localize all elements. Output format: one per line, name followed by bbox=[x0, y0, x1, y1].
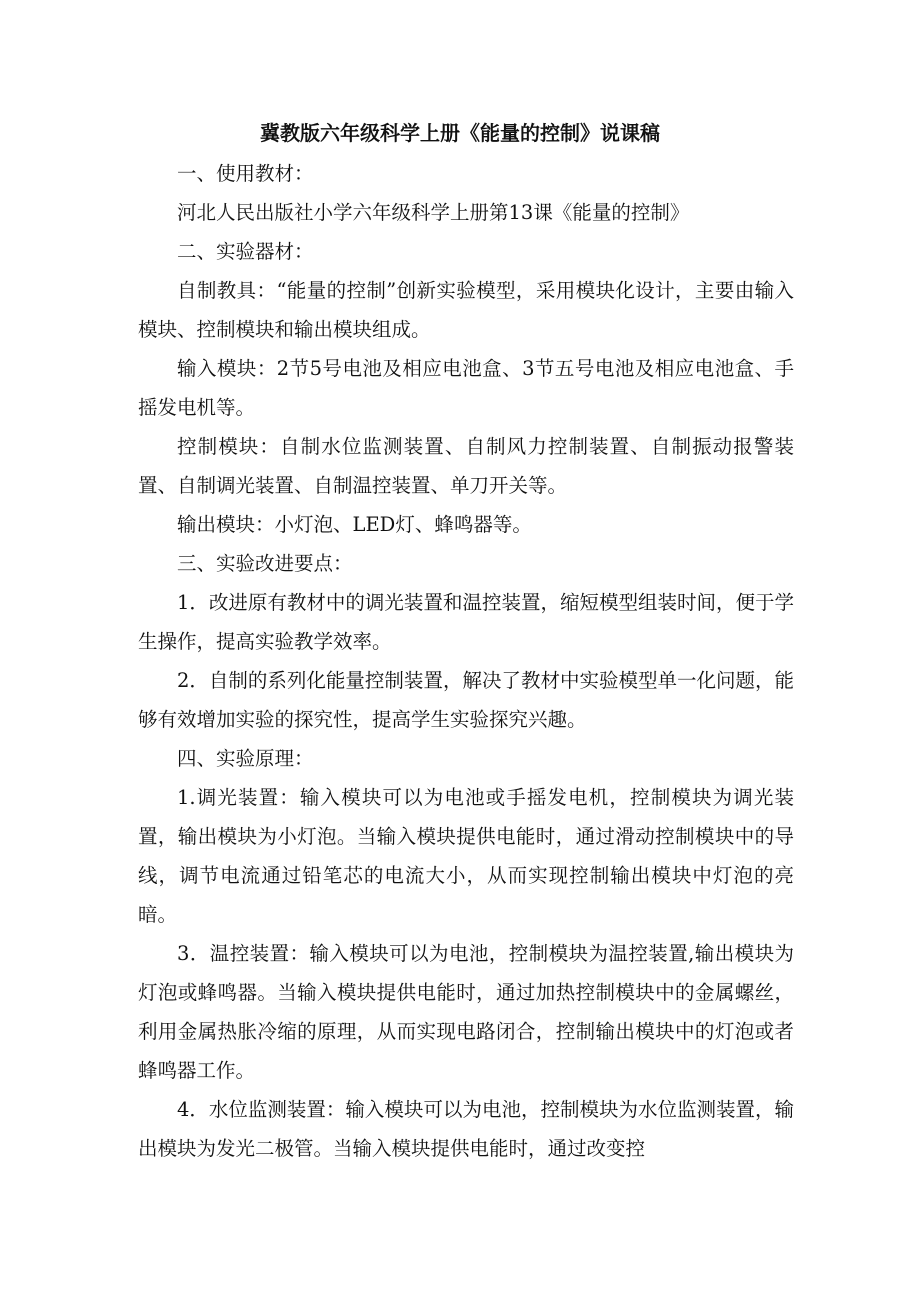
paragraph-improvement-1: 1．改进原有教材中的调光装置和温控装置，缩短模型组装时间，便于学生操作，提高实验教学效率。 bbox=[138, 591, 794, 653]
paragraph-improvement-2: 2．自制的系列化能量控制装置，解决了教材中实验模型单一化问题，能够有效增加实验的探究性，提高学生实验探究兴趣。 bbox=[138, 669, 794, 731]
document-title: 冀教版六年级科学上册《能量的控制》说课稿 bbox=[260, 121, 660, 145]
paragraph-self-made-tool: 自制教具：“能量的控制”创新实验模型，采用模块化设计，主要由输入模块、控制模块和输出模块组成。 bbox=[138, 279, 794, 341]
section-heading-principles: 四、实验原理： bbox=[177, 747, 314, 770]
section-heading-equipment: 二、实验器材： bbox=[177, 240, 314, 263]
section-heading-materials: 一、使用教材： bbox=[177, 162, 314, 185]
paragraph-input-module: 输入模块：2节5号电池及相应电池盒、3节五号电池及相应电池盒、手摇发电机等。 bbox=[138, 357, 794, 419]
document-body bbox=[138, 154, 794, 1168]
paragraph-dimmer: 1.调光装置：输入模块可以为电池或手摇发电机，控制模块为调光装置，输出模块为小灯泡。当输入模块提供电能时，通过滑动控制模块中的导线，调节电流通过铅笔芯的电流大小，从而实现控制输出模块中灯泡的亮暗。 bbox=[138, 786, 794, 926]
paragraph-output-module: 输出模块：小灯泡、LED灯、蜂鸣器等。 bbox=[177, 513, 532, 536]
section-heading-improvements: 三、实验改进要点： bbox=[177, 552, 353, 575]
paragraph-water-level: 4．水位监测装置：输入模块可以为电池，控制模块为水位监测装置，输出模块为发光二极管。当输入模块提供电能时，通过改变控 bbox=[138, 1098, 794, 1160]
paragraph-thermostat: 3．温控装置：输入模块可以为电池，控制模块为温控装置,输出模块为灯泡或蜂鸣器。当输入模块提供电能时，通过加热控制模块中的金属螺丝，利用金属热胀冷缩的原理，从而实现电路闭合，控制输出模块中的灯泡或者蜂鸣器工作。 bbox=[138, 942, 794, 1082]
paragraph-control-module: 控制模块：自制水位监测装置、自制风力控制装置、自制振动报警装置、自制调光装置、自制温控装置、单刀开关等。 bbox=[138, 435, 794, 497]
paragraph-textbook: 河北人民出版社小学六年级科学上册第13课《能量的控制》 bbox=[177, 201, 690, 224]
